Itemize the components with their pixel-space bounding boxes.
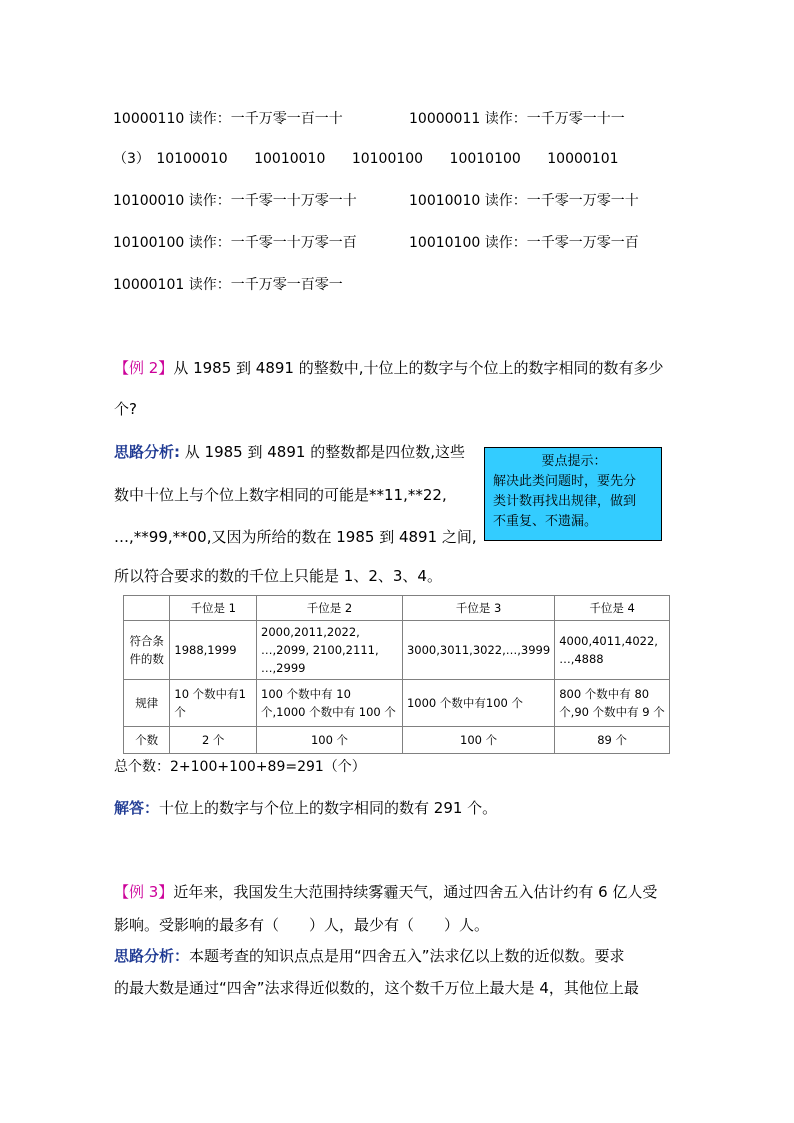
table-cell: 个数 <box>124 727 170 754</box>
total-line: 总个数：2+100+100+89=291（个） <box>114 759 366 775</box>
example-tag: 【例 2】 <box>114 359 174 377</box>
example-2-question-line-1 <box>114 357 664 378</box>
table-cell: 4000,4011,4022, …,4888 <box>555 621 670 680</box>
analysis-line-4: 所以符合要求的数的千位上只能是 1、2、3、4。 <box>114 567 442 585</box>
table-cell: 10 个数中有1 个 <box>170 680 257 727</box>
number: 10000101 <box>547 151 619 167</box>
reading: 读作：一千零一万零一十 <box>484 193 639 209</box>
reading: 读作：一千万零一十一 <box>484 111 625 127</box>
example-2-question-line-2: 个? <box>114 400 137 418</box>
tip-line: 类计数再找出规律，做到 <box>493 494 637 509</box>
table-header-cell: 千位是 1 <box>170 596 257 621</box>
analysis-label: 思路分析： <box>114 947 190 965</box>
table-cell: 3000,3011,3022,…,3999 <box>402 621 554 680</box>
number: 10010010 <box>409 193 481 209</box>
table-cell: 2000,2011,2022, …,2099, 2100,2111, …,2999 <box>257 621 403 680</box>
reading: 读作：一千万零一百零一 <box>188 277 343 293</box>
analysis-label: 思路分析: <box>114 443 180 461</box>
example-3-question-line-2: 影响。受影响的最多有（ ）人，最少有（ ）人。 <box>114 916 490 934</box>
table-header-cell: 千位是 2 <box>257 596 403 621</box>
analysis-table <box>123 595 670 754</box>
reading-line-2b <box>409 190 639 210</box>
tip-line: 不重复、不遗漏。 <box>493 514 598 529</box>
number: 10100010 <box>156 151 228 167</box>
analysis-text: 本题考查的知识点点是用“四舍五入”法求亿以上数的近似数。要求 <box>189 947 625 965</box>
reading: 读作：一千万零一百一十 <box>188 111 343 127</box>
number: 10000110 <box>113 111 185 127</box>
question-text: 从 1985 到 4891 的整数中,十位上的数字与个位上的数字相同的数有多少 <box>173 359 664 377</box>
reading-line-1 <box>113 108 343 128</box>
table-header-row <box>124 596 670 621</box>
table-cell: 800 个数中有 80 个,90 个数中有 9 个 <box>555 680 670 727</box>
answer-text: 十位上的数字与个位上的数字相同的数有 291 个。 <box>159 799 498 817</box>
example-3-question-line-1 <box>114 881 657 902</box>
tip-line: 解决此类问题时，要先分 <box>493 474 637 489</box>
number: 10010010 <box>254 151 326 167</box>
example-3-analysis-line-1 <box>114 945 625 966</box>
table-header-cell: 千位是 4 <box>555 596 670 621</box>
tip-box <box>484 447 662 541</box>
reading-line-4 <box>113 274 343 294</box>
table-cell: 规律 <box>124 680 170 727</box>
example-tag: 【例 3】 <box>114 883 174 901</box>
analysis-text: 从 1985 到 4891 的整数都是四位数,这些 <box>184 443 465 461</box>
tip-title: 要点提示： <box>541 454 607 469</box>
analysis-line-2: 数中十位上与个位上数字相同的可能是**11,**22, <box>114 486 447 504</box>
sub-question-3 <box>113 148 619 168</box>
sub-label: （3） <box>113 151 150 167</box>
reading: 读作：一千零一十万零一十 <box>188 193 357 209</box>
number: 10010100 <box>449 151 521 167</box>
table-cell: 100 个 <box>257 727 403 754</box>
answer-label: 解答： <box>114 799 160 817</box>
table-header-cell: 千位是 3 <box>402 596 554 621</box>
number: 10100100 <box>113 235 185 251</box>
number: 10010100 <box>409 235 481 251</box>
table-cell: 89 个 <box>555 727 670 754</box>
question-text: 近年来，我国发生大范围持续雾霾天气，通过四舍五入估计约有 6 亿人受 <box>173 883 658 901</box>
number: 10000101 <box>113 277 185 293</box>
table-cell: 100 个数中有 10 个,1000 个数中有 100 个 <box>257 680 403 727</box>
table-header-cell <box>124 596 170 621</box>
number: 10100100 <box>351 151 424 167</box>
number: 10100010 <box>113 193 185 209</box>
analysis-line-1 <box>114 441 465 462</box>
table-row <box>124 680 670 727</box>
table-row <box>124 621 670 680</box>
table-cell: 符合条件的数 <box>124 621 170 680</box>
reading-line-2 <box>113 190 357 210</box>
table-cell: 2 个 <box>170 727 257 754</box>
answer-line <box>114 797 497 818</box>
number: 10000011 <box>409 111 481 127</box>
analysis-line-3: …,**99,**00,又因为所给的数在 1985 到 4891 之间, <box>114 528 477 546</box>
table-cell: 1988,1999 <box>170 621 257 680</box>
reading: 读作：一千零一万零一百 <box>484 235 639 251</box>
reading-line-1b <box>409 108 625 128</box>
table-row <box>124 727 670 754</box>
reading-line-3 <box>113 232 357 252</box>
table-cell: 1000 个数中有100 个 <box>402 680 554 727</box>
example-3-analysis-line-2: 的最大数是通过“四舍”法求得近似数的，这个数千万位上最大是 4，其他位上最 <box>114 979 639 997</box>
reading: 读作：一千零一十万零一百 <box>188 235 357 251</box>
table-cell: 100 个 <box>402 727 554 754</box>
reading-line-3b <box>409 232 639 252</box>
